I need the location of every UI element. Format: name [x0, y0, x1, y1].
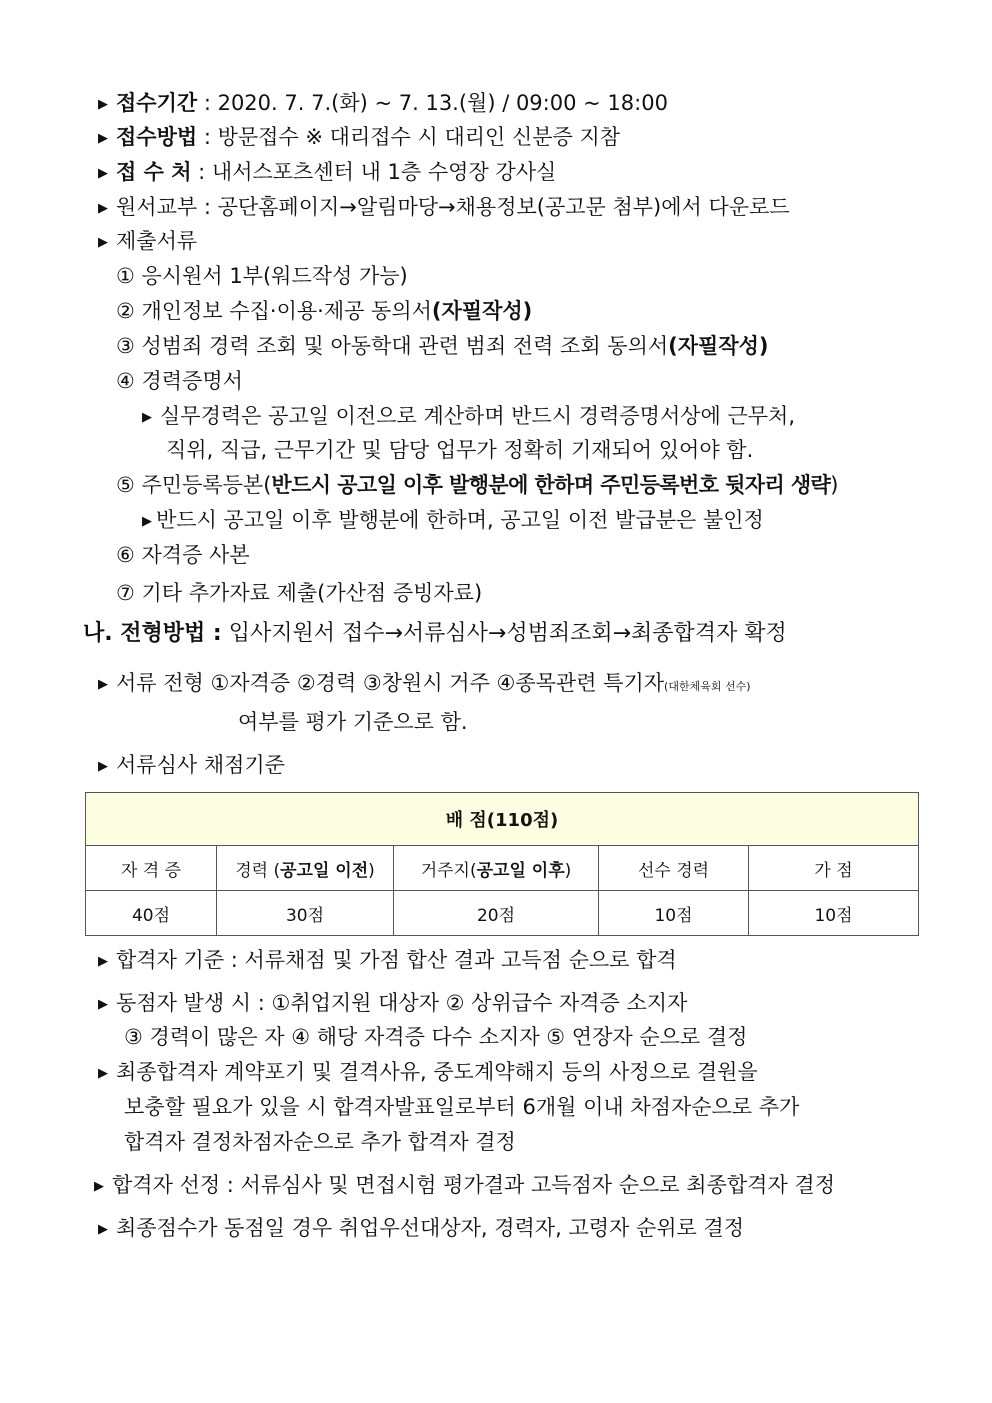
- header-cell: 가 점: [749, 846, 919, 891]
- doc-item-7: ⑦ 기타 추가자료 제출(가산점 증빙자료): [116, 581, 483, 605]
- doc-item-3: ③ 성범죄 경력 조회 및 아동학대 관련 범죄 전력 조회 동의서(자필작성): [116, 334, 769, 358]
- doc-item-2: ② 개인정보 수집·이용·제공 동의서(자필작성): [116, 299, 533, 323]
- triangle-bullet-icon: ▶: [98, 954, 108, 969]
- triangle-bullet-icon: ▶: [98, 1222, 108, 1237]
- rule-replacement: ▶ 최종합격자 계약포기 및 결격사유, 중도계약해지 등의 사정으로 결원을: [98, 1057, 758, 1089]
- receipt-form: ▶ 원서교부 : 공단홈페이지→알림마당→채용정보(공고문 첨부)에서 다운로드: [98, 192, 790, 224]
- score-table: [85, 792, 919, 936]
- value-cell: 10점: [749, 891, 919, 936]
- triangle-bullet-icon: ▶: [98, 131, 108, 146]
- rule-replacement-cont2: 합격자 결정차점자순으로 추가 합격자 결정: [124, 1130, 516, 1154]
- triangle-bullet-icon: ▶: [98, 677, 108, 692]
- receipt-period: ▶ 접수기간 : 2020. 7. 7.(화) ~ 7. 13.(월) / 09:00 ~ 18:00: [98, 88, 668, 120]
- doc-item-4-note: ▶ 실무경력은 공고일 이전으로 계산하며 반드시 경력증명서상에 근무처,: [142, 401, 795, 433]
- criteria-title: ▶ 서류심사 채점기준: [98, 750, 285, 782]
- rule-final-tie: ▶ 최종점수가 동점일 경우 취업우선대상자, 경력자, 고령자 순위로 결정: [98, 1213, 744, 1245]
- triangle-bullet-icon: ▶: [98, 97, 108, 112]
- receipt-method: ▶ 접수방법 : 방문접수 ※ 대리접수 시 대리인 신분증 지참: [98, 122, 620, 154]
- table-row: [86, 891, 919, 936]
- triangle-bullet-icon: ▶: [98, 235, 108, 250]
- header-cell: 자 격 증: [86, 846, 217, 891]
- value-cell: 30점: [217, 891, 394, 936]
- rule-tie: ▶ 동점자 발생 시 : ①취업지원 대상자 ② 상위급수 자격증 소지자: [98, 988, 687, 1020]
- doc-item-4-note-cont: 직위, 직급, 근무기간 및 담당 업무가 정확히 기재되어 있어야 함.: [166, 438, 754, 462]
- doc-screening: ▶ 서류 전형 ①자격증 ②경력 ③창원시 거주 ④종목관련 특기자(대한체육회 선수): [98, 668, 751, 702]
- docs-title: ▶ 제출서류: [98, 226, 197, 258]
- header-cell: 거주지(공고일 이후): [394, 846, 599, 891]
- triangle-bullet-icon: ▶: [98, 201, 108, 216]
- triangle-bullet-icon: ▶: [98, 759, 108, 774]
- score-table-title: 배 점(110점): [86, 793, 919, 846]
- doc-item-4: ④ 경력증명서: [116, 369, 243, 393]
- triangle-bullet-icon: ▶: [142, 514, 152, 529]
- doc-screening-cont: 여부를 평가 기준으로 함.: [238, 710, 468, 734]
- value-cell: 20점: [394, 891, 599, 936]
- value-cell: 40점: [86, 891, 217, 936]
- triangle-bullet-icon: ▶: [98, 1066, 108, 1081]
- rule-pass-criteria: ▶ 합격자 기준 : 서류채점 및 가점 합산 결과 고득점 순으로 합격: [98, 945, 677, 977]
- rule-replacement-cont: 보충할 필요가 있을 시 합격자발표일로부터 6개월 이내 차점자순으로 추가: [124, 1095, 800, 1119]
- triangle-bullet-icon: ▶: [98, 166, 108, 181]
- doc-item-6: ⑥ 자격증 사본: [116, 543, 250, 567]
- table-header-row: [86, 846, 919, 891]
- header-cell: 경력 (공고일 이전): [217, 846, 394, 891]
- rule-selection: ▶ 합격자 선정 : 서류심사 및 면접시험 평가결과 고득점자 순으로 최종합격자 결정: [94, 1170, 835, 1202]
- header-cell: 선수 경력: [599, 846, 749, 891]
- doc-item-5: ⑤ 주민등록등본(반드시 공고일 이후 발행분에 한하며 주민등록번호 뒷자리 생략): [116, 473, 839, 497]
- doc-item-5-note: ▶ 반드시 공고일 이후 발행분에 한하며, 공고일 이전 발급분은 불인정: [142, 505, 764, 537]
- receipt-place: ▶ 접 수 처 : 내서스포츠센터 내 1층 수영장 강사실: [98, 157, 556, 189]
- triangle-bullet-icon: ▶: [98, 997, 108, 1012]
- value-cell: 10점: [599, 891, 749, 936]
- selection-heading: 나. 전형방법 : 입사지원서 접수→서류심사→성범죄조회→최종합격자 확정: [83, 621, 787, 646]
- doc-item-1: ① 응시원서 1부(워드작성 가능): [116, 264, 408, 288]
- triangle-bullet-icon: ▶: [94, 1179, 104, 1194]
- triangle-bullet-icon: ▶: [142, 410, 152, 425]
- rule-tie-cont: ③ 경력이 많은 자 ④ 해당 자격증 다수 소지자 ⑤ 연장자 순으로 결정: [124, 1025, 748, 1049]
